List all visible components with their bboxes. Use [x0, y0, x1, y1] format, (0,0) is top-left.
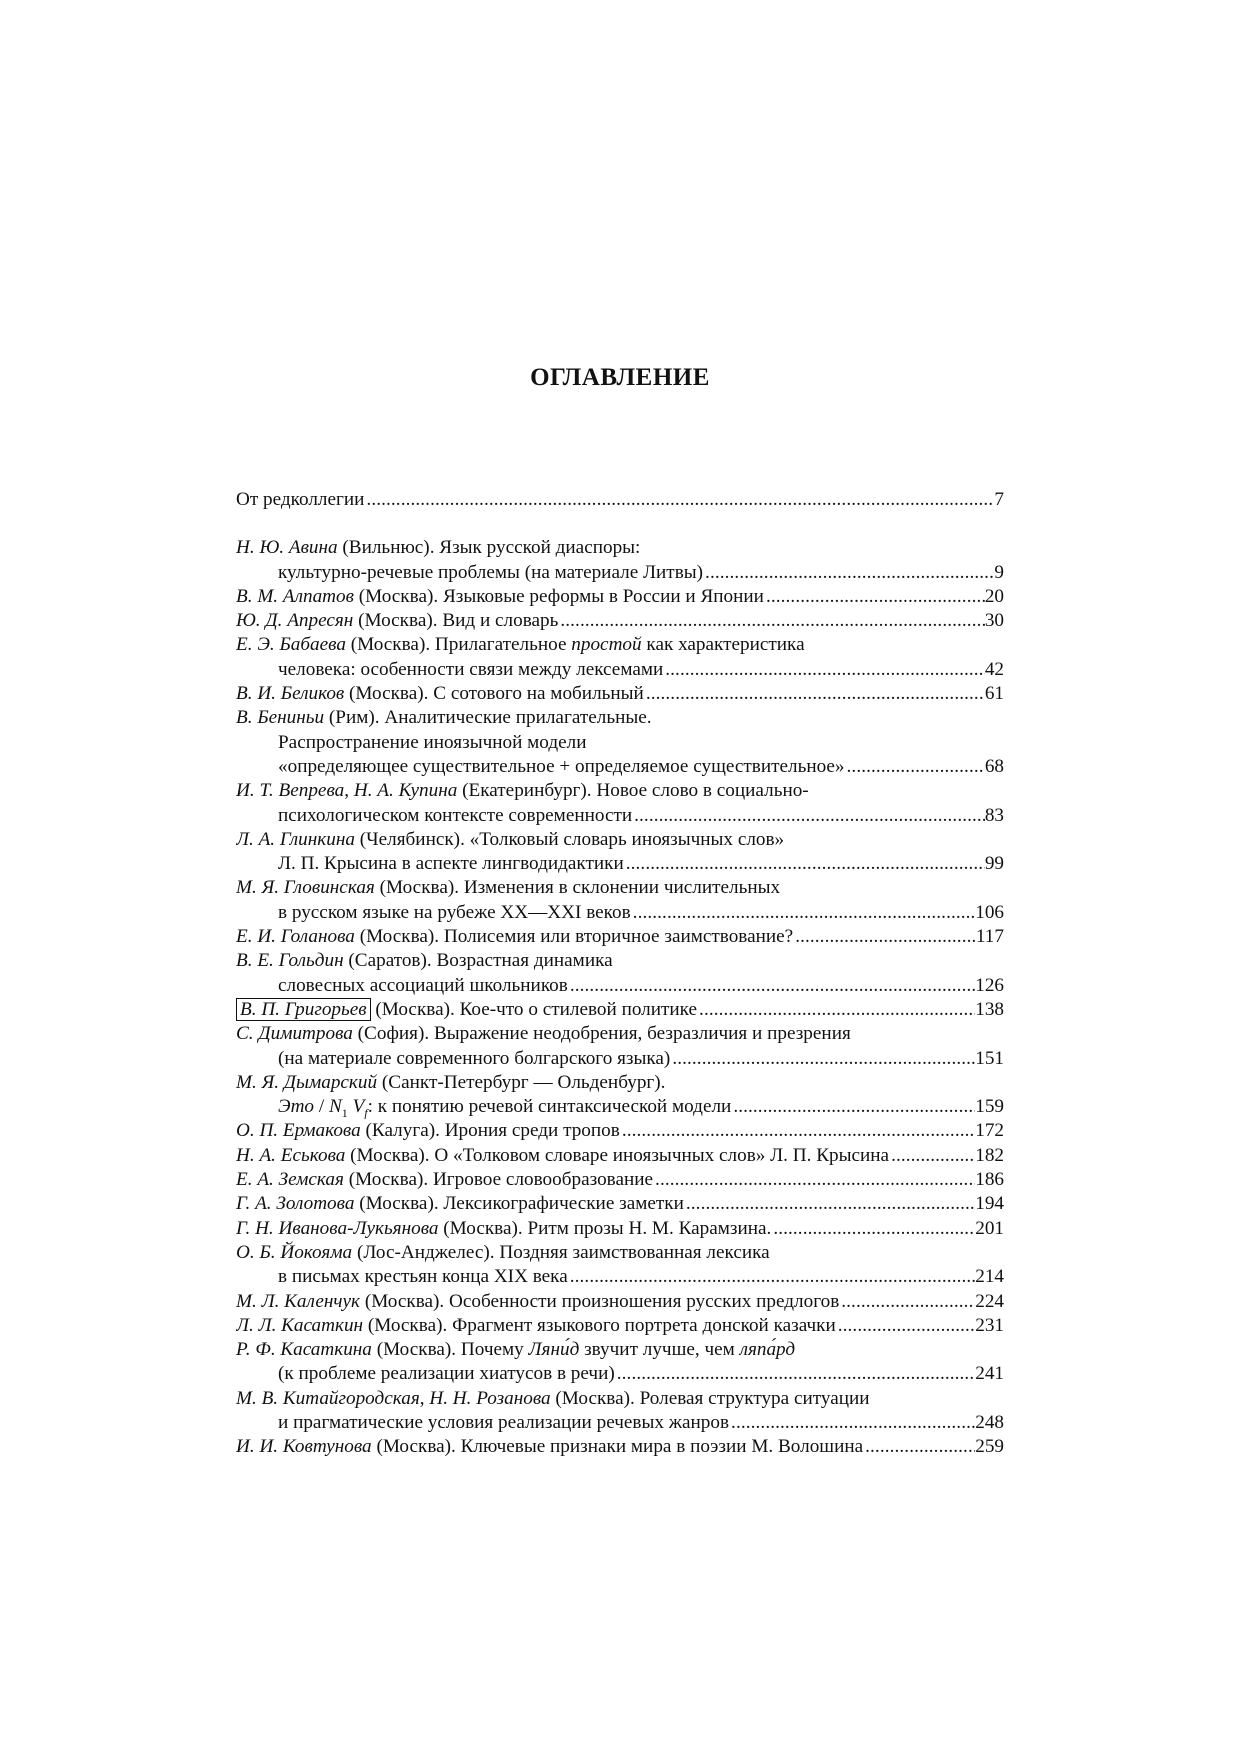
toc-entry-continuation[interactable]: и прагматические условия реализации речевых жанров ..... 248 — [236, 1411, 1004, 1435]
toc-author: Н. Н. Розанова — [429, 1387, 551, 1409]
toc-author: Е. И. Голанова — [236, 926, 355, 948]
toc-entry-continuation[interactable]: (к проблеме реализации хиатусов в речи) ..... 241 — [236, 1362, 1004, 1386]
toc-entry[interactable]: О. Б. Йокояма (Лос-Анджелес). Поздняя заимствованная лексика — [236, 1241, 770, 1263]
toc-page-number: 61 — [984, 683, 1004, 705]
dot-leader — [670, 1047, 975, 1071]
toc-author: Е. Э. Бабаева — [236, 634, 346, 656]
dot-leader — [620, 1119, 975, 1143]
toc-entry-continuation[interactable]: психологическом контексте современности ..... 83 — [236, 804, 1004, 828]
toc-page-number: 9 — [994, 561, 1004, 583]
toc-entry[interactable]: В. Е. Гольдин (Саратов). Возрастная динамика — [236, 950, 613, 972]
toc-entry-preface[interactable] — [236, 488, 1004, 512]
dot-leader — [845, 755, 985, 779]
dot-leader — [731, 1095, 975, 1119]
toc-entry[interactable]: И. И. Ковтунова (Москва). Ключевые признаки мира в поэзии М. Волошина ..... 259 — [236, 1435, 1004, 1459]
dot-leader — [793, 925, 976, 949]
toc-author: М. Л. Каленчук — [236, 1290, 361, 1312]
toc-page-number: 106 — [975, 901, 1004, 923]
toc-page-number: 248 — [975, 1411, 1004, 1433]
toc-author: Л. Л. Касаткин — [236, 1314, 364, 1336]
toc-entry-continuation[interactable]: человека: особенности связи между лексемами ..... 42 — [236, 658, 1004, 682]
toc-entry-continuation[interactable]: (на материале современного болгарского языка) ..... 151 — [236, 1047, 1004, 1071]
toc-entry[interactable]: Н. А. Еськова (Москва). О «Толковом словаре иноязычных слов» Л. П. Крысина ..... 182 — [236, 1144, 1004, 1168]
toc-page-number: 201 — [975, 1217, 1004, 1239]
toc-entry[interactable]: О. П. Ермакова (Калуга). Ирония среди тропов ..... 172 — [236, 1119, 1004, 1143]
toc-page-number: 182 — [975, 1144, 1004, 1166]
dot-leader — [364, 488, 994, 512]
toc-page-number: 126 — [975, 974, 1004, 996]
toc-author: С. Димитрова — [236, 1023, 353, 1045]
toc-page-number: 231 — [975, 1314, 1004, 1336]
dot-leader — [771, 1217, 975, 1241]
toc-entry[interactable]: Н. Ю. Авина (Вильнюс). Язык русской диаспоры: — [236, 537, 641, 559]
dot-leader — [729, 1411, 975, 1435]
toc-author-boxed: В. П. Григорьев — [236, 998, 371, 1021]
toc-entry[interactable]: М. Л. Каленчук (Москва). Особенности произношения русских предлогов ..... 224 — [236, 1290, 1004, 1314]
toc-entry-continuation[interactable]: «определяющее существительное + определяемое существительное» ..... 68 — [236, 755, 1004, 779]
toc-author: О. П. Ермакова — [236, 1120, 361, 1142]
toc-entry-continuation[interactable]: Л. П. Крысина в аспекте лингводидактики ..... 99 — [236, 852, 1004, 876]
toc-author: И. И. Ковтунова — [236, 1436, 372, 1458]
toc-author: Г. Н. Иванова-Лукьянова — [236, 1217, 439, 1239]
toc-entry[interactable]: Г. Н. Иванова-Лукьянова (Москва). Ритм прозы Н. М. Карамзина. ..... 201 — [236, 1217, 1004, 1241]
toc-page-number: 83 — [984, 804, 1004, 826]
toc-page-number: 68 — [984, 755, 1004, 777]
dot-leader — [697, 998, 975, 1022]
toc-author: М. Я. Гловинская — [236, 877, 375, 899]
toc-entry-continuation[interactable]: в письмах крестьян конца XIX века ..... 214 — [236, 1265, 1004, 1289]
toc-entry[interactable]: Е. И. Голанова (Москва). Полисемия или вторичное заимствование? ..... 117 — [236, 925, 1004, 949]
toc-author: Н. Ю. Авина — [236, 537, 338, 559]
toc-entry[interactable]: С. Димитрова (София). Выражение неодобрения, безразличия и презрения — [236, 1023, 851, 1045]
toc-author: В. Е. Гольдин — [236, 950, 344, 972]
toc-author: В. И. Беликов — [236, 683, 345, 705]
dot-leader — [624, 852, 985, 876]
spacer — [236, 512, 1004, 536]
toc-entry[interactable]: В. П. Григорьев (Москва). Кое-что о стилевой политике ..... 138 — [236, 998, 1004, 1022]
toc-entry[interactable]: Л. Л. Касаткин (Москва). Фрагмент языкового портрета донской казачки ..... 231 — [236, 1314, 1004, 1338]
dot-leader — [631, 901, 976, 925]
toc-entry[interactable]: Л. А. Глинкина (Челябинск). «Толковый словарь иноязычных слов» — [236, 828, 785, 850]
toc-author: Р. Ф. Касаткина — [236, 1339, 372, 1361]
toc-page-number: 172 — [975, 1120, 1004, 1142]
toc-entry[interactable]: М. Я. Дымарский (Санкт-Петербург — Ольденбург). — [236, 1071, 666, 1093]
dot-leader — [568, 1265, 975, 1289]
toc-page-number: 186 — [975, 1169, 1004, 1191]
toc-author: И. Т. Вепрева — [236, 780, 345, 802]
dot-leader — [615, 1362, 975, 1386]
toc-author: В. М. Алпатов — [236, 585, 354, 607]
toc-entry-continuation[interactable]: в русском языке на рубеже XX—XXI веков ..... 106 — [236, 901, 1004, 925]
toc-page-number: 7 — [994, 489, 1004, 510]
toc-entry[interactable]: И. Т. Вепрева, Н. А. Купина (Екатеринбург). Новое слово в социально- — [236, 780, 809, 802]
toc-entry[interactable]: М. Я. Гловинская (Москва). Изменения в склонении числительных — [236, 877, 781, 899]
toc-author: Е. А. Земская — [236, 1169, 344, 1191]
toc-entry-continuation[interactable]: Это / $N_1$ $V_f$: к понятию речевой синтаксической модели ..... 159 — [236, 1095, 1004, 1119]
dot-leader — [836, 1314, 975, 1338]
toc-page-number: 30 — [984, 610, 1004, 632]
toc-entry[interactable]: В. М. Алпатов (Москва). Языковые реформы в России и Японии ..... 20 — [236, 585, 1004, 609]
toc-entry-continuation[interactable]: Распространение иноязычной модели — [278, 731, 587, 753]
toc-entry-title: От редколлегии — [236, 489, 365, 510]
toc-page-number: 214 — [975, 1266, 1004, 1288]
toc-author: Ю. Д. Апресян — [236, 610, 354, 632]
toc-page-number: 138 — [975, 998, 1004, 1020]
dot-leader — [558, 609, 984, 633]
toc-page-number: 159 — [975, 1096, 1004, 1118]
toc-page-number: 151 — [975, 1047, 1004, 1069]
toc-entry[interactable]: В. И. Беликов (Москва). С сотового на мобильный ..... 61 — [236, 682, 1004, 706]
toc-entry[interactable]: Е. Э. Бабаева (Москва). Прилагательное простой как характеристика — [236, 634, 805, 656]
dot-leader — [839, 1290, 975, 1314]
toc-author: М. Я. Дымарский — [236, 1071, 378, 1093]
toc-entry[interactable]: Ю. Д. Апресян (Москва). Вид и словарь ..... 30 — [236, 609, 1004, 633]
toc-entry[interactable]: М. В. Китайгородская, Н. Н. Розанова (Москва). Ролевая структура ситуации — [236, 1387, 870, 1409]
dot-leader — [653, 1168, 975, 1192]
dot-leader — [889, 1144, 975, 1168]
page-title: ОГЛАВЛЕНИЕ — [530, 364, 710, 391]
toc-author: М. В. Китайгородская — [236, 1387, 420, 1409]
toc-entry[interactable]: Р. Ф. Касаткина (Москва). Почему Ляни́д звучит лучше, чем ляпа́рд — [236, 1339, 796, 1361]
table-of-contents — [236, 488, 1004, 1460]
dot-leader — [568, 974, 975, 998]
dot-leader — [703, 561, 994, 585]
toc-author: Н. А. Еськова — [236, 1144, 346, 1166]
dot-leader — [632, 804, 985, 828]
toc-entry[interactable]: В. Бениньи (Рим). Аналитические прилагательные. — [236, 707, 652, 729]
dot-leader — [663, 658, 985, 682]
toc-page-number: 99 — [984, 853, 1004, 875]
toc-author: Н. А. Купина — [353, 780, 458, 802]
toc-entry[interactable]: Е. А. Земская (Москва). Игровое словообразование ..... 186 — [236, 1168, 1004, 1192]
toc-page-number: 20 — [984, 585, 1004, 607]
toc-page-number: 241 — [975, 1363, 1004, 1385]
toc-page-number: 117 — [975, 926, 1004, 948]
toc-page-number: 194 — [975, 1193, 1004, 1215]
toc-author: В. Бениньи — [236, 707, 325, 729]
dot-leader — [684, 1192, 975, 1216]
toc-author: Г. А. Золотова — [236, 1193, 355, 1215]
dot-leader — [764, 585, 985, 609]
toc-author: Л. А. Глинкина — [236, 828, 355, 850]
dot-leader — [863, 1435, 975, 1459]
dot-leader — [644, 682, 985, 706]
toc-page-number: 259 — [975, 1436, 1004, 1458]
toc-entry[interactable]: Г. А. Золотова (Москва). Лексикографические заметки ..... 194 — [236, 1192, 1004, 1216]
toc-page-number: 224 — [975, 1290, 1004, 1312]
toc-author: О. Б. Йокояма — [236, 1241, 353, 1263]
toc-entry-continuation[interactable]: словесных ассоциаций школьников ..... 126 — [236, 974, 1004, 998]
toc-entry-continuation[interactable]: культурно-речевые проблемы (на материале Литвы) ..... 9 — [236, 561, 1004, 585]
toc-page-number: 42 — [984, 658, 1004, 680]
